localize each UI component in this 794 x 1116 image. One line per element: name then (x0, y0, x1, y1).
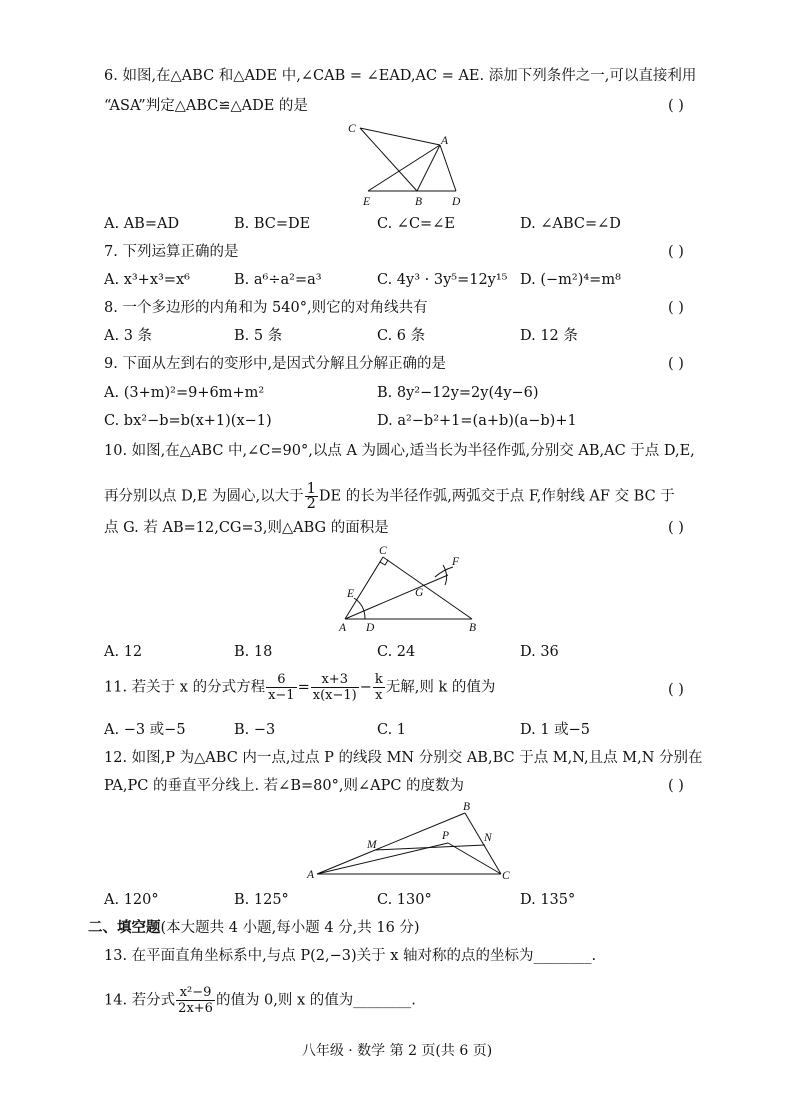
q11-f3-num: k (374, 672, 383, 687)
q11-line1 (104, 672, 495, 703)
q12-option-a: A. 120° (104, 892, 159, 908)
q10-label-f: F (452, 556, 460, 568)
q10-arc-f1 (435, 567, 453, 577)
q11-f3-den: x (375, 688, 383, 703)
q11-option-d: D. 1 或−5 (520, 722, 591, 738)
q10-option-a: A. 12 (104, 644, 143, 660)
q11-minus: − (359, 679, 372, 696)
q14-line1 (104, 985, 416, 1016)
q6-label-d: D (452, 196, 461, 208)
q12-option-b: B. 125° (234, 892, 289, 908)
q11-option-a: A. −3 或−5 (104, 722, 186, 738)
q11-fraction-2 (311, 672, 359, 703)
q9-line1: 9. 下面从左到右的变形中,是因式分解且分解正确的是 (104, 356, 447, 372)
q6-seg-ca (360, 128, 440, 145)
q12-line1: 12. 如图,P 为△ABC 内一点,过点 P 的线段 MN 分别交 AB,BC 于点 M,N,且点 M,N 分别在 (104, 750, 703, 766)
q12-label-b: B (463, 801, 471, 813)
q12-option-d: D. 135° (520, 892, 576, 908)
q12-seg-ab (317, 813, 465, 874)
q10-label-g: G (415, 587, 424, 599)
q10-line1: 10. 如图,在△ABC 中,∠C=90°,以点 A 为圆心,适当长为半径作弧,分别交 AB,AC 于点 D,E, (104, 443, 695, 459)
q6-label-a: A (441, 135, 449, 147)
q8-answer-paren: ( ) (668, 300, 684, 316)
q6-line2: “ASA”判定△ABC≌△ADE 的是 (104, 98, 308, 114)
q11-option-b: B. −3 (234, 722, 276, 738)
q10-label-e: E (347, 588, 355, 600)
section2-desc: (本大题共 4 小题,每小题 4 分,共 16 分) (160, 920, 420, 936)
q11-answer-paren: ( ) (668, 682, 684, 698)
q12-label-n: N (484, 832, 492, 844)
q8-option-c: C. 6 条 (377, 328, 426, 344)
q11-f1-den: x−1 (268, 688, 295, 703)
section2-title: 二、填空题 (88, 919, 161, 936)
q12-seg-pc (448, 843, 501, 874)
q10-ray-af (345, 575, 448, 619)
q8-option-a: A. 3 条 (104, 328, 153, 344)
q14-text-pre: 14. 若分式 (104, 992, 176, 1009)
q12-line2: PA,PC 的垂直平分线上. 若∠B=80°,则∠APC 的度数为 (104, 778, 465, 794)
q10-figure (335, 545, 485, 633)
q11-equals: = (297, 679, 310, 696)
q10-answer-paren: ( ) (668, 520, 684, 536)
q10-label-b: B (469, 622, 477, 633)
q6-answer-paren: ( ) (668, 98, 684, 114)
q10-label-c: C (379, 545, 387, 557)
q12-figure (305, 800, 520, 884)
q7-option-a: A. x³+x³=x⁶ (104, 272, 190, 288)
q7-line1: 7. 下列运算正确的是 (104, 244, 239, 260)
section-fill-in-blank-header (88, 918, 420, 938)
q10-option-b: B. 18 (234, 644, 273, 660)
q10-option-d: D. 36 (520, 644, 559, 660)
q11-text-post: 无解,则 k 的值为 (385, 679, 496, 696)
q8-line1: 8. 一个多边形的内角和为 540°,则它的对角线共有 (104, 300, 428, 316)
q10-label-d: D (366, 622, 375, 633)
q6-figure (340, 118, 475, 210)
q10-line2 (104, 482, 675, 511)
q6-option-d: D. ∠ABC=∠D (520, 216, 621, 232)
q6-seg-ae (368, 145, 440, 191)
q6-label-b: B (415, 196, 423, 208)
q11-f1-num: 6 (266, 672, 297, 688)
q14-text-post: 的值为 0,则 x 的值为________. (215, 992, 416, 1009)
q6-line1: 6. 如图,在△ABC 和△ADE 中,∠CAB = ∠EAD,AC = AE. 添加下列条件之一,可以直接利用 (104, 68, 697, 84)
q6-option-b: B. BC=DE (234, 216, 311, 232)
q7-answer-paren: ( ) (668, 244, 684, 260)
q12-option-c: C. 130° (377, 892, 432, 908)
q12-label-p: P (442, 830, 450, 842)
q6-label-c: C (348, 123, 356, 135)
q7-option-c: C. 4y³ · 3y⁵=12y¹⁵ (377, 272, 508, 288)
q9-option-b: B. 8y²−12y=2y(4y−6) (377, 385, 539, 401)
q9-option-c: C. bx²−b=b(x+1)(x−1) (104, 413, 272, 429)
q6-seg-ad (440, 145, 456, 191)
q11-fraction-1 (266, 672, 297, 703)
q8-option-b: B. 5 条 (234, 328, 283, 344)
q7-option-d: D. (−m²)⁴=m⁸ (520, 272, 621, 288)
q12-seg-mn (375, 845, 485, 850)
q10-fraction-half (305, 482, 318, 511)
q11-f2-den: x(x−1) (312, 688, 357, 703)
q10-frac-num: 1 (306, 481, 316, 497)
q13-line1: 13. 在平面直角坐标系中,与点 P(2,−3)关于 x 轴对称的点的坐标为________. (104, 948, 597, 964)
q11-fraction-3 (373, 672, 385, 703)
q12-answer-paren: ( ) (668, 778, 684, 794)
q6-label-e: E (363, 196, 371, 208)
q9-option-a: A. (3+m)²=9+6m+m² (104, 385, 265, 401)
q12-seg-bc (465, 813, 501, 874)
q10-option-c: C. 24 (377, 644, 416, 660)
q12-label-c: C (502, 870, 510, 882)
q12-label-m: M (367, 839, 377, 851)
page-footer: 八年级 · 数学 第 2 页(共 6 页) (301, 1043, 493, 1059)
q11-f2-num: x+3 (311, 672, 359, 688)
q6-seg-cb (360, 128, 417, 191)
q10-arc-f2 (443, 565, 447, 585)
q8-option-d: D. 12 条 (520, 328, 578, 344)
q10-frac-den: 2 (306, 496, 316, 512)
q12-label-a: A (307, 869, 315, 881)
q10-label-a: A (339, 622, 347, 633)
q6-option-a: A. AB=AD (104, 216, 180, 232)
q6-option-c: C. ∠C=∠E (377, 216, 455, 232)
q7-option-b: B. a⁶÷a²=a³ (234, 272, 322, 288)
q11-option-c: C. 1 (377, 722, 407, 738)
q14-fraction (176, 985, 215, 1016)
q10-line3: 点 G. 若 AB=12,CG=3,则△ABG 的面积是 (104, 520, 389, 536)
q11-text-pre: 11. 若关于 x 的分式方程 (104, 679, 266, 696)
q10-line2-end: DE 的长为半径作弧,两弧交于点 F,作射线 AF 交 BC 于 (318, 488, 675, 505)
q9-answer-paren: ( ) (668, 356, 684, 372)
q14-frac-num: x²−9 (176, 985, 215, 1001)
q14-frac-den: 2x+6 (178, 1001, 213, 1016)
q9-option-d: D. a²−b²+1=(a+b)(a−b)+1 (377, 413, 577, 429)
q10-line2-start: 再分别以点 D,E 为圆心,以大于 (104, 488, 304, 505)
